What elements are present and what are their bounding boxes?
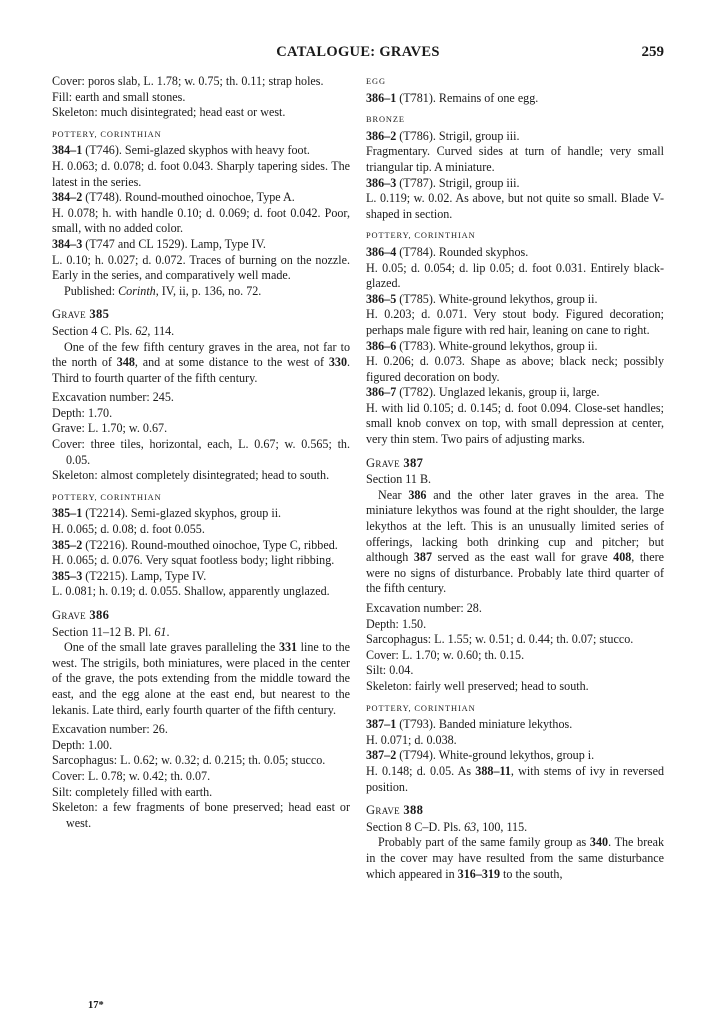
grave-section: Section 11 B. [366,472,432,487]
catalogue-item-title [366,176,664,192]
catalogue-item-description: H. 0.05; d. 0.054; d. lip 0.05; d. foot 0.031. Entirely black-glazed. [366,260,664,291]
grave-heading [52,307,350,323]
item-number: 386–2 [366,128,397,143]
item-number: 386–7 [366,385,397,400]
item-number: 386–5 [366,291,397,306]
description-text: H. 0.148; d. 0.05. As [366,763,476,778]
item-title: (T748). Round-mouthed oinochoe, Type A. [82,190,295,205]
description-text: , and at some distance to the west of [134,355,329,370]
item-number: 385–1 [52,506,83,521]
signature-mark: 17* [88,1000,104,1011]
grave-dimensions: Grave: L. 1.70; w. 0.67. [52,421,168,436]
catalogue-item-title [366,91,664,107]
category-heading: POTTERY, CORINTHIAN [366,703,476,713]
skeleton-entry: Skeleton: a few fragments of bone preserved; head east or west. [52,800,350,830]
catalogue-item-description: H. 0.203; d. 0.071. Very stout body. Figured decoration; perhaps male figure with red hair, leaning on cane to right. [366,307,664,337]
catalogue-item-title [52,143,350,159]
grave-heading [366,803,664,819]
catalogue-item-description: H. 0.065; d. 0.076. Very squat footless body; light ribbing. [52,553,335,568]
description-text: line to the west. The strigils, both miniatures, were placed in the center of the grave, the pots extending from the middle toward the east, and the egg alone at the east end, but nearest to the lekanis. Late third, early fourth quarter of the fifth century. [52,640,350,717]
grave-reference: 316–319 [457,866,500,881]
grave-description [366,488,664,597]
grave-reference: 330 [328,355,347,370]
description-text: to the south, [500,866,563,881]
item-number: 386–3 [366,175,397,190]
sarcophagus-entry: Sarcophagus: L. 1.55; w. 0.51; d. 0.44; th. 0.07; stucco. [366,632,634,647]
item-title: (T2216). Round-mouthed oinochoe, Type C, ribbed. [82,537,338,552]
section-text: Section 11–12 B. Pl. [52,624,155,639]
section-text: Section 4 C. Pls. [52,323,136,338]
catalogue-item-description: H. 0.063; d. 0.078; d. foot 0.043. Sharply tapering sides. The latest in the series. [52,158,350,189]
grave-label: Grave [52,307,90,322]
grave-section [52,625,350,641]
grave-reference: 340 [589,835,609,850]
item-number: 384–2 [52,190,83,205]
description-text: One of the few fifth century graves in the area, not far to the north of [52,339,350,370]
description-text: . The break in the cover may have resulted from the same disturbance which appeared in [366,835,664,881]
item-title: (T783). White-ground lekythos, group ii. [396,338,598,353]
category-heading: POTTERY, CORINTHIAN [366,231,476,241]
description-text: , with stems of ivy in reversed position. [366,763,664,794]
category-heading: POTTERY, CORINTHIAN [52,129,162,139]
grave-number: 386 [89,608,110,622]
catalogue-item-description: H. with lid 0.105; d. 0.145; d. foot 0.094. Close-set handles; small knob convex on top, with small depression at center, very thin stem. Two pairs of adjusting marks. [366,400,664,447]
running-header [52,44,664,66]
catalogue-item-title [366,717,664,733]
section-text: Section 8 C–D. Pls. [366,819,465,834]
grave-reference: 387 [413,550,432,565]
plate-number: 63 [464,819,477,834]
grave-number: 385 [89,307,110,322]
grave-section [366,820,664,836]
item-title: (T784). Rounded skyphos. [396,244,529,259]
item-number: 387–1 [366,717,397,732]
excavation-number: Excavation number: 26. [52,722,168,737]
catalogue-item-description: L. 0.119; w. 0.02. As above, but not quite so small. Blade V-shaped in section. [366,191,664,221]
catalogue-item-title [366,748,664,764]
page-number: 259 [641,44,664,60]
excavation-number: Excavation number: 245. [52,390,174,405]
sarcophagus-entry: Sarcophagus: L. 0.62; w. 0.32; d. 0.215; th. 0.05; stucco. [52,753,326,768]
catalogue-item-title [52,538,350,554]
cover-entry: Cover: poros slab, L. 1.78; w. 0.75; th. 0.11; strap holes. [52,74,324,88]
item-title: (T782). Unglazed lekanis, group ii, large. [396,385,600,400]
publication-detail: , IV, ii, p. 136, no. 72. [155,283,262,298]
catalogue-item-description: L. 0.10; h. 0.027; d. 0.072. Traces of burning on the nozzle. Early in the series, and comparatively well made. [52,252,350,283]
grave-number: 388 [403,803,424,818]
section-text: , 100, 115. [476,819,528,834]
fill-entry: Fill: earth and small stones. [52,89,186,104]
catalogue-item-description: L. 0.081; h. 0.19; d. 0.055. Shallow, apparently unglazed. [52,584,330,599]
grave-heading [52,608,350,624]
skeleton-entry: Skeleton: almost completely disintegrated; head to south. [52,468,330,483]
grave-label: Grave [52,608,90,622]
cover-entry: Cover: three tiles, horizontal, each, L. 0.67; w. 0.565; th. 0.05. [52,437,350,467]
depth-entry: Depth: 1.00. [52,737,113,752]
depth-entry: Depth: 1.50. [366,616,427,631]
cover-entry: Cover: L. 1.70; w. 0.60; th. 0.15. [366,647,525,662]
item-title: (T787). Strigil, group iii. [396,175,520,190]
category-heading: BRONZE [366,115,405,125]
catalogue-item-title [366,385,664,401]
silt-entry: Silt: completely filled with earth. [52,784,213,799]
grave-reference: 348 [116,355,135,370]
skeleton-entry: Skeleton: fairly well preserved; head to south. [366,678,589,693]
publication-title: Corinth [118,283,156,298]
publication-reference [52,284,350,300]
item-number: 386–1 [366,90,397,105]
right-column [366,74,664,882]
grave-description [52,640,350,718]
cover-entry: Cover: L. 0.78; w. 0.42; th. 0.07. [52,768,211,783]
catalogue-item-description: Fragmentary. Curved sides at turn of handle; very small triangular tip. A miniature. [366,144,664,174]
catalogue-item-title [52,237,350,253]
grave-description [366,835,664,882]
item-title: (T746). Semi-glazed skyphos with heavy foot. [82,143,310,158]
catalogue-item-title [52,506,350,522]
category-heading: EGG [366,77,386,86]
grave-reference: 386 [408,487,427,502]
silt-entry: Silt: 0.04. [366,663,414,678]
plate-number: 61 [154,624,167,639]
category-heading: POTTERY, CORINTHIAN [52,492,162,502]
catalogue-item-description [366,764,664,795]
description-text: . Third to fourth quarter of the fifth century. [52,355,351,385]
item-title: (T747 and CL 1529). Lamp, Type IV. [82,236,266,251]
section-text: , 114. [147,323,175,338]
item-number: 386–6 [366,338,397,353]
item-title: (T785). White-ground lekythos, group ii. [396,291,598,306]
catalogue-item-title [52,569,350,585]
item-number: 386–4 [366,244,397,259]
depth-entry: Depth: 1.70. [52,405,113,420]
section-text: . [166,624,170,639]
catalogue-item-title [366,292,664,308]
description-text: and the other later graves in the area. The miniature lekythos was found at the right shoulder, the large lekythos at the left. This is an unusually limited series of offerings, lacking both drinking cup and pitcher; but although [366,487,664,565]
item-title: (T781). Remains of one egg. [396,90,539,105]
item-title: (T2215). Lamp, Type IV. [82,568,207,583]
catalogue-item-title [366,339,664,355]
grave-number: 387 [403,455,424,470]
grave-heading [366,456,664,472]
catalogue-item-description: H. 0.071; d. 0.038. [366,732,457,747]
plate-number: 62 [135,323,148,338]
left-column [52,74,350,831]
item-reference: 388–11 [475,763,511,778]
excavation-number: Excavation number: 28. [366,601,482,615]
grave-label: Grave [366,803,404,818]
skeleton-entry: Skeleton: much disintegrated; head east or west. [52,105,286,120]
grave-description [52,340,350,387]
description-text: Probably part of the same family group as [378,835,590,850]
item-number: 384–3 [52,236,83,251]
item-title: (T786). Strigil, group iii. [396,128,520,143]
grave-reference: 331 [278,640,298,655]
catalogue-item-description: H. 0.206; d. 0.073. Shape as above; black neck; possibly figured decoration on body. [366,354,664,384]
catalogue-item-title [52,190,350,206]
catalogue-item-title [366,129,664,145]
description-text: One of the small late graves paralleling the [64,640,279,655]
item-number: 385–2 [52,537,83,552]
item-title: (T793). Banded miniature lekythos. [396,717,573,732]
grave-section [52,324,350,340]
grave-reference: 408 [613,550,632,565]
grave-label: Grave [366,455,404,470]
catalogue-item-description: H. 0.065; d. 0.08; d. foot 0.055. [52,522,205,537]
running-title: CATALOGUE: GRAVES [276,44,440,60]
item-number: 385–3 [52,568,83,583]
item-title: (T794). White-ground lekythos, group i. [396,748,595,763]
description-text: , there were no signs of disturbance. Probably late third quarter of the fifth century. [366,550,664,596]
item-number: 387–2 [366,748,397,763]
description-text: served as the east wall for grave [431,550,614,565]
item-number: 384–1 [52,143,83,158]
description-text: Near [378,487,409,502]
publication-label: Published: [64,283,119,298]
catalogue-item-title [366,245,664,261]
item-title: (T2214). Semi-glazed skyphos, group ii. [82,506,282,521]
catalogue-item-description: H. 0.078; h. with handle 0.10; d. 0.069; d. foot 0.042. Poor, small, with no added color. [52,205,350,236]
